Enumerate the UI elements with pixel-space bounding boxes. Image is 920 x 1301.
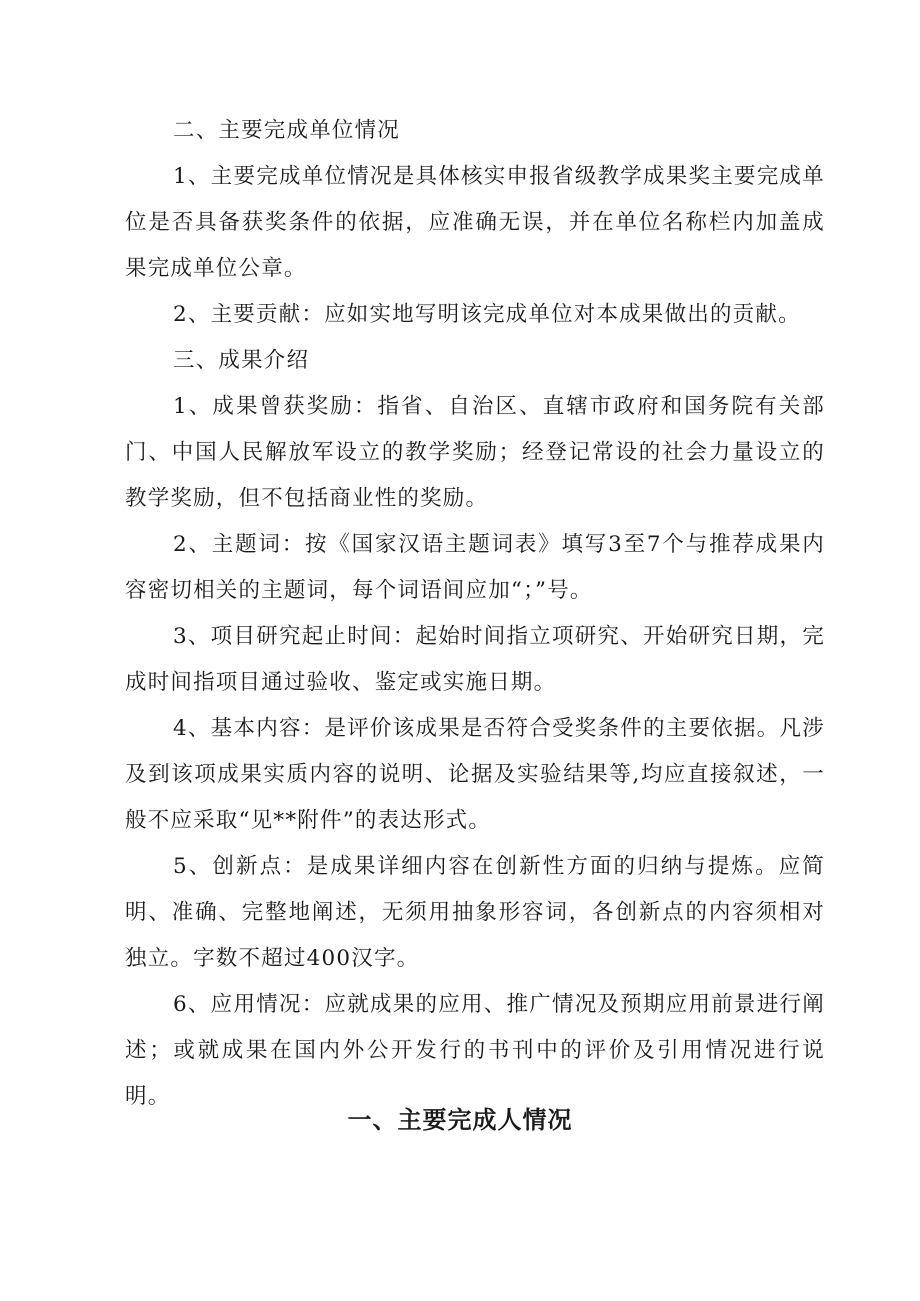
paragraph-unit-contribution: 2、主要贡献：应如实地写明该完成单位对本成果做出的贡献。: [173, 302, 801, 327]
section-heading-units: 二、主要完成单位情况: [173, 118, 401, 143]
page-title-main-contributors: 一、主要完成人情况: [347, 1106, 573, 1134]
document-body: [125, 108, 825, 1120]
section-heading-achievement: 三、成果介绍: [173, 348, 310, 373]
paragraph-research-period: 3、项目研究起止时间：起始时间指立项研究、开始研究日期，完成时间指项目通过验收、鉴定或实施日期。: [125, 624, 825, 695]
paragraph-unit-info: 1、主要完成单位情况是具体核实申报省级教学成果奖主要完成单位是否具备获奖条件的依据，应准确无误，并在单位名称栏内加盖成果完成单位公章。: [125, 164, 825, 281]
paragraph-basic-content: 4、基本内容：是评价该成果是否符合受奖条件的主要依据。凡涉及到该项成果实质内容的说明、论据及实验结果等,均应直接叙述，一般不应采取“见**附件”的表达形式。: [125, 716, 825, 833]
paragraph-keywords: 2、主题词：按《国家汉语主题词表》填写3至7个与推荐成果内容密切相关的主题词，每个词语间应加“；”号。: [125, 532, 825, 603]
paragraph-application: 6、应用情况：应就成果的应用、推广情况及预期应用前景进行阐述；或就成果在国内外公开发行的书刊中的评价及引用情况进行说明。: [125, 992, 825, 1109]
paragraph-innovation: 5、创新点：是成果详细内容在创新性方面的归纳与提炼。应简明、准确、完整地阐述，无须用抽象形容词，各创新点的内容须相对独立。字数不超过400汉字。: [125, 854, 825, 971]
paragraph-awards: 1、成果曾获奖励：指省、自治区、直辖市政府和国务院有关部门、中国人民解放军设立的教学奖励；经登记常设的社会力量设立的教学奖励，但不包括商业性的奖励。: [125, 394, 825, 511]
